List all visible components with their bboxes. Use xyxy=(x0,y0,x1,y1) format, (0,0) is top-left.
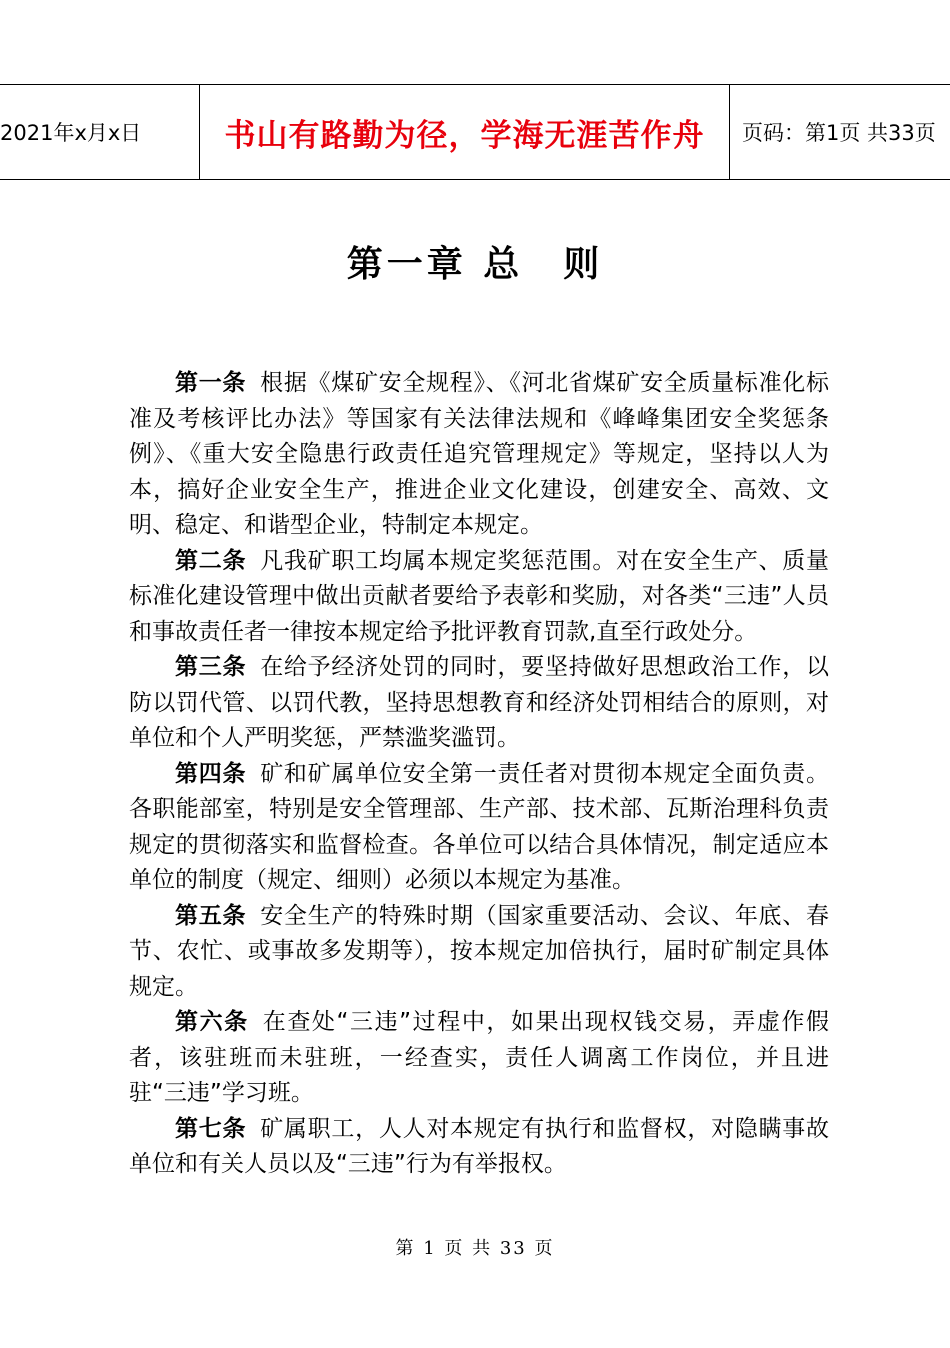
article-6 xyxy=(129,1005,829,1112)
article-text: 凡我矿职工均属本规定奖惩范围。对在安全生产、质量标准化建设管理中做出贡献者要给予表彰和奖励，对各类“三违”人员和事故责任者一律按本规定给予批评教育罚款,直至行政处分。 xyxy=(129,547,830,645)
article-number: 第三条 xyxy=(175,654,247,680)
article-text: 矿和矿属单位安全第一责任者对贯彻本规定全面负责。各职能部室，特别是安全管理部、生产部、技术部、瓦斯治理科负责规定的贯彻落实和监督检查。各单位可以结合具体情况，制定适应本单位的制度（规定、细则）必须以本规定为基准。 xyxy=(129,760,830,893)
article-list xyxy=(129,366,829,1183)
page-footer: 第 1 页 共 33 页 xyxy=(395,1238,555,1259)
header-motto: 书山有路勤为径，学海无涯苦作舟 xyxy=(200,85,730,179)
article-number: 第四条 xyxy=(175,760,247,787)
header-page-info: 页码：第1页 共33页 xyxy=(742,121,936,145)
page-header xyxy=(0,84,950,180)
article-text: 矿属职工，人人对本规定有执行和监督权，对隐瞒事故单位和有关人员以及“三违”行为有举报权。 xyxy=(129,1115,830,1177)
article-number: 第一条 xyxy=(175,370,247,396)
header-date: 2021年x月x日 xyxy=(0,85,200,179)
article-text: 在查处“三违”过程中，如果出现权钱交易，弄虚作假者，该驻班而未驻班，一经查实，责任人调离工作岗位，并且进驻“三违”学习班。 xyxy=(129,1009,829,1106)
chapter-title: 第一章 总 则 xyxy=(346,243,604,285)
article-7 xyxy=(129,1112,829,1183)
article-text: 根据《煤矿安全规程》、《河北省煤矿安全质量标准化标准及考核评比办法》等国家有关法律法规和《峰峰集团安全奖惩条例》、《重大安全隐患行政责任追究管理规定》等规定，坚持以人为本，搞好企业安全生产，推进企业文化建设，创建安全、高效、文明、稳定、和谐型企业，特制定本规定。 xyxy=(129,370,830,538)
article-text: 安全生产的特殊时期（国家重要活动、会议、年底、春节、农忙、或事故多发期等），按本规定加倍执行，届时矿制定具体规定。 xyxy=(129,902,830,1000)
article-number: 第五条 xyxy=(175,902,247,929)
article-number: 第七条 xyxy=(175,1115,247,1142)
article-5 xyxy=(129,899,829,1006)
article-2 xyxy=(129,544,829,651)
article-1 xyxy=(129,366,829,544)
article-number: 第六条 xyxy=(175,1009,249,1035)
article-number: 第二条 xyxy=(175,547,247,574)
article-text: 在给予经济处罚的同时，要坚持做好思想政治工作，以防以罚代管、以罚代教，坚持思想教育和经济处罚相结合的原则，对单位和个人严明奖惩，严禁滥奖滥罚。 xyxy=(129,654,830,751)
article-3 xyxy=(129,650,829,757)
article-4 xyxy=(129,757,829,899)
